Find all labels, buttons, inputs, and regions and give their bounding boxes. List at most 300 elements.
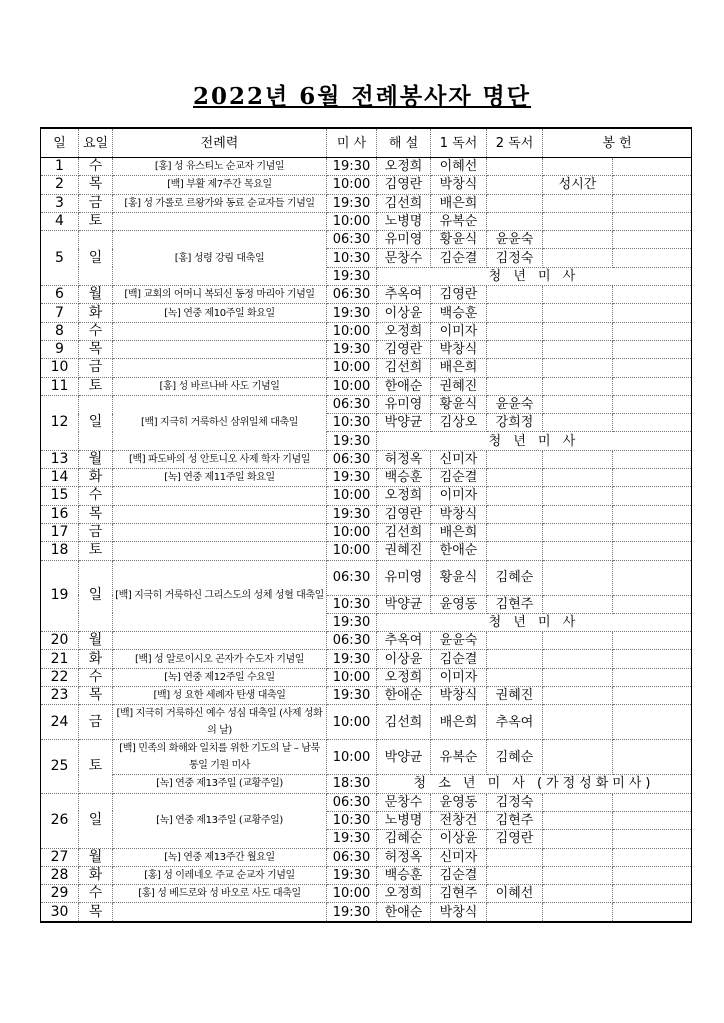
table-row	[41, 377, 692, 395]
offertory-cell	[543, 542, 613, 560]
offertory-cell	[543, 304, 613, 322]
reading-2-cell	[487, 212, 543, 230]
offertory-cell-2	[613, 595, 692, 613]
special-mass-cell: 청 소 년 미 사 (가정성화미사)	[377, 775, 692, 793]
weekday-cell: 수	[79, 668, 113, 686]
offertory-cell	[543, 523, 613, 541]
offertory-cell-2	[613, 194, 692, 212]
day-cell: 2	[41, 176, 79, 194]
offertory-cell	[543, 903, 613, 922]
day-cell: 30	[41, 903, 79, 922]
commentator-cell: 허정옥	[377, 450, 431, 468]
table-row	[41, 705, 692, 740]
weekday-cell: 일	[79, 395, 113, 450]
day-cell: 4	[41, 212, 79, 230]
table-row	[41, 505, 692, 523]
reading-2-cell	[487, 903, 543, 922]
offertory-cell-2	[613, 340, 692, 358]
mass-time-cell: 19:30	[327, 613, 377, 631]
liturgical-day-cell: [녹] 연중 제13주간 월요일	[113, 848, 327, 866]
offertory-cell-2	[613, 866, 692, 884]
liturgical-day-cell	[113, 505, 327, 523]
reading-1-cell: 백승훈	[431, 304, 487, 322]
reading-2-cell	[487, 340, 543, 358]
day-cell: 1	[41, 158, 79, 176]
mass-time-cell: 10:00	[327, 212, 377, 230]
liturgical-day-cell	[113, 523, 327, 541]
weekday-cell: 월	[79, 286, 113, 304]
day-cell: 5	[41, 231, 79, 286]
reading-1-cell: 배은희	[431, 705, 487, 740]
reading-2-cell: 추옥여	[487, 705, 543, 740]
offertory-cell	[543, 632, 613, 650]
mass-time-cell: 19:30	[327, 687, 377, 705]
header-weekday: 요일	[79, 128, 113, 158]
mass-time-cell: 19:30	[327, 650, 377, 668]
offertory-cell	[543, 286, 613, 304]
commentator-cell: 권혜진	[377, 542, 431, 560]
reading-1-cell: 박창식	[431, 505, 487, 523]
header-mass-time: 미 사	[327, 128, 377, 158]
header-reading-2: 2 독서	[487, 128, 543, 158]
liturgical-day-cell: [홍] 성 베드로와 성 바오로 사도 대축일	[113, 885, 327, 903]
mass-time-cell: 19:30	[327, 340, 377, 358]
header-offertory: 봉 헌	[543, 128, 692, 158]
mass-time-cell: 19:30	[327, 158, 377, 176]
offertory-cell-2	[613, 705, 692, 740]
reading-1-cell: 박창식	[431, 176, 487, 194]
reading-1-cell: 윤영동	[431, 595, 487, 613]
commentator-cell: 오정희	[377, 487, 431, 505]
mass-time-cell: 06:30	[327, 560, 377, 595]
offertory-cell	[543, 595, 613, 613]
weekday-cell: 일	[79, 231, 113, 286]
reading-1-cell: 박창식	[431, 687, 487, 705]
weekday-cell: 토	[79, 542, 113, 560]
header-day: 일	[41, 128, 79, 158]
reading-2-cell: 강희정	[487, 414, 543, 432]
mass-time-cell: 06:30	[327, 793, 377, 811]
weekday-cell: 토	[79, 740, 113, 793]
offertory-cell	[543, 487, 613, 505]
reading-1-cell: 배은희	[431, 523, 487, 541]
weekday-cell: 목	[79, 176, 113, 194]
offertory-cell	[543, 668, 613, 686]
offertory-cell-2	[613, 830, 692, 848]
mass-time-cell: 10:00	[327, 377, 377, 395]
commentator-cell: 추옥여	[377, 632, 431, 650]
reading-2-cell: 윤윤숙	[487, 395, 543, 413]
mass-time-cell: 10:30	[327, 595, 377, 613]
liturgical-day-cell	[113, 903, 327, 922]
offertory-cell	[543, 377, 613, 395]
offertory-cell-2	[613, 903, 692, 922]
offertory-cell-2	[613, 286, 692, 304]
liturgical-day-cell: [녹] 연중 제13주일 (교황주일)	[113, 775, 327, 793]
offertory-cell-2	[613, 523, 692, 541]
reading-1-cell: 배은희	[431, 194, 487, 212]
table-row	[41, 359, 692, 377]
special-mass-cell: 청 년 미 사	[377, 432, 692, 450]
liturgical-day-cell: [백] 성 요한 세례자 탄생 대축일	[113, 687, 327, 705]
weekday-cell: 토	[79, 212, 113, 230]
day-cell: 7	[41, 304, 79, 322]
reading-2-cell	[487, 194, 543, 212]
table-row	[41, 158, 692, 176]
commentator-cell: 이상윤	[377, 304, 431, 322]
offertory-cell-2	[613, 650, 692, 668]
reading-1-cell: 신미자	[431, 450, 487, 468]
weekday-cell: 수	[79, 158, 113, 176]
table-row	[41, 632, 692, 650]
reading-1-cell: 김순결	[431, 650, 487, 668]
offertory-cell	[543, 885, 613, 903]
mass-time-cell: 06:30	[327, 632, 377, 650]
mass-time-cell: 10:00	[327, 668, 377, 686]
mass-time-cell: 10:00	[327, 523, 377, 541]
day-cell: 9	[41, 340, 79, 358]
reading-2-cell: 권혜진	[487, 687, 543, 705]
reading-2-cell	[487, 469, 543, 487]
reading-1-cell: 유복순	[431, 212, 487, 230]
liturgical-day-cell: [홍] 성 가롤로 르왕가와 동료 순교자들 기념일	[113, 194, 327, 212]
commentator-cell: 김영란	[377, 505, 431, 523]
day-cell: 14	[41, 469, 79, 487]
mass-time-cell: 06:30	[327, 286, 377, 304]
reading-2-cell: 김현주	[487, 811, 543, 829]
table-row	[41, 903, 692, 922]
offertory-cell	[543, 450, 613, 468]
reading-2-cell	[487, 377, 543, 395]
reading-2-cell: 김혜순	[487, 560, 543, 595]
table-row	[41, 740, 692, 775]
reading-2-cell	[487, 668, 543, 686]
header-row	[41, 128, 692, 158]
liturgical-day-cell: [홍] 성령 강림 대축일	[113, 231, 327, 286]
liturgical-day-cell: [녹] 연중 제11주일 화요일	[113, 469, 327, 487]
day-cell: 8	[41, 322, 79, 340]
table-row	[41, 668, 692, 686]
commentator-cell: 한애순	[377, 377, 431, 395]
table-row	[41, 322, 692, 340]
reading-1-cell: 이혜선	[431, 158, 487, 176]
offertory-cell-2	[613, 450, 692, 468]
commentator-cell: 김선희	[377, 523, 431, 541]
day-cell: 19	[41, 560, 79, 632]
reading-2-cell: 김혜순	[487, 740, 543, 775]
offertory-cell-2	[613, 158, 692, 176]
commentator-cell: 김영란	[377, 176, 431, 194]
weekday-cell: 일	[79, 793, 113, 848]
mass-time-cell: 06:30	[327, 848, 377, 866]
offertory-cell	[543, 194, 613, 212]
day-cell: 25	[41, 740, 79, 793]
offertory-cell-2	[613, 848, 692, 866]
offertory-cell-2	[613, 304, 692, 322]
liturgical-day-cell: [홍] 성 이레네오 주교 순교자 기념일	[113, 866, 327, 884]
weekday-cell: 월	[79, 848, 113, 866]
mass-time-cell: 10:00	[327, 322, 377, 340]
commentator-cell: 김선희	[377, 705, 431, 740]
liturgical-day-cell: [백] 성 알로이시오 곤자가 수도자 기념일	[113, 650, 327, 668]
day-cell: 20	[41, 632, 79, 650]
liturgical-day-cell: [백] 교회의 어머니 복되신 동정 마리아 기념일	[113, 286, 327, 304]
commentator-cell: 노병명	[377, 212, 431, 230]
day-cell: 28	[41, 866, 79, 884]
day-cell: 18	[41, 542, 79, 560]
reading-2-cell	[487, 450, 543, 468]
table-row	[41, 450, 692, 468]
commentator-cell: 허정옥	[377, 848, 431, 866]
table-row	[41, 286, 692, 304]
header-commentator: 해 설	[377, 128, 431, 158]
special-mass-cell: 청 년 미 사	[377, 267, 692, 285]
table-row	[41, 650, 692, 668]
offertory-cell-2	[613, 632, 692, 650]
offertory-cell-2	[613, 560, 692, 595]
mass-time-cell: 10:00	[327, 487, 377, 505]
mass-time-cell: 18:30	[327, 775, 377, 793]
day-cell: 17	[41, 523, 79, 541]
commentator-cell: 백승훈	[377, 469, 431, 487]
reading-2-cell	[487, 650, 543, 668]
reading-1-cell: 이미자	[431, 668, 487, 686]
day-cell: 3	[41, 194, 79, 212]
reading-1-cell: 황윤식	[431, 231, 487, 249]
reading-1-cell: 김순결	[431, 866, 487, 884]
liturgical-day-cell: [백] 부활 제7주간 목요일	[113, 176, 327, 194]
mass-time-cell: 10:00	[327, 740, 377, 775]
reading-1-cell: 박창식	[431, 903, 487, 922]
offertory-cell	[543, 212, 613, 230]
reading-2-cell: 김정숙	[487, 793, 543, 811]
offertory-cell-2	[613, 668, 692, 686]
reading-2-cell	[487, 848, 543, 866]
commentator-cell: 박양균	[377, 740, 431, 775]
liturgical-day-cell	[113, 340, 327, 358]
weekday-cell: 수	[79, 487, 113, 505]
mass-time-cell: 10:00	[327, 885, 377, 903]
mass-time-cell: 06:30	[327, 231, 377, 249]
day-cell: 24	[41, 705, 79, 740]
mass-time-cell: 10:30	[327, 414, 377, 432]
weekday-cell: 화	[79, 866, 113, 884]
mass-time-cell: 19:30	[327, 505, 377, 523]
commentator-cell: 유미영	[377, 231, 431, 249]
reading-2-cell	[487, 542, 543, 560]
commentator-cell: 김선희	[377, 194, 431, 212]
weekday-cell: 목	[79, 903, 113, 922]
weekday-cell: 일	[79, 560, 113, 632]
offertory-cell-2	[613, 359, 692, 377]
mass-time-cell: 19:30	[327, 267, 377, 285]
offertory-cell	[543, 705, 613, 740]
table-row	[41, 542, 692, 560]
reading-2-cell: 김영란	[487, 830, 543, 848]
reading-1-cell: 김현주	[431, 885, 487, 903]
offertory-cell	[543, 793, 613, 811]
mass-time-cell: 19:30	[327, 432, 377, 450]
offertory-cell	[543, 505, 613, 523]
weekday-cell: 수	[79, 885, 113, 903]
header-liturgical-calendar: 전례력	[113, 128, 327, 158]
mass-time-cell: 10:30	[327, 811, 377, 829]
reading-1-cell: 황윤식	[431, 560, 487, 595]
liturgical-day-cell: [백] 파도바의 성 안토니오 사제 학자 기념일	[113, 450, 327, 468]
weekday-cell: 월	[79, 450, 113, 468]
table-row	[41, 687, 692, 705]
liturgical-day-cell: [홍] 성 바르나바 사도 기념일	[113, 377, 327, 395]
liturgical-day-cell: [백] 민족의 화해와 일치를 위한 기도의 날 – 남북통일 기원 미사	[113, 740, 327, 775]
reading-2-cell	[487, 304, 543, 322]
commentator-cell: 유미영	[377, 395, 431, 413]
day-cell: 12	[41, 395, 79, 450]
commentator-cell: 오정희	[377, 158, 431, 176]
reading-1-cell: 윤영동	[431, 793, 487, 811]
reading-1-cell: 이상윤	[431, 830, 487, 848]
table-row	[41, 212, 692, 230]
table-row	[41, 395, 692, 413]
day-cell: 23	[41, 687, 79, 705]
commentator-cell: 김혜순	[377, 830, 431, 848]
day-cell: 22	[41, 668, 79, 686]
liturgical-day-cell	[113, 542, 327, 560]
liturgical-day-cell: [홍] 성 유스티노 순교자 기념일	[113, 158, 327, 176]
offertory-cell	[543, 340, 613, 358]
table-row	[41, 176, 692, 194]
reading-1-cell: 신미자	[431, 848, 487, 866]
offertory-cell	[543, 811, 613, 829]
day-cell: 29	[41, 885, 79, 903]
offertory-cell	[543, 414, 613, 432]
table-row	[41, 340, 692, 358]
table-row	[41, 304, 692, 322]
liturgical-day-cell: [녹] 연중 제13주일 (교황주일)	[113, 793, 327, 848]
commentator-cell: 오정희	[377, 322, 431, 340]
reading-1-cell: 한애순	[431, 542, 487, 560]
liturgical-day-cell: [백] 지극히 거룩하신 삼위일체 대축일	[113, 395, 327, 450]
commentator-cell: 박양균	[377, 595, 431, 613]
mass-time-cell: 10:00	[327, 542, 377, 560]
weekday-cell: 목	[79, 340, 113, 358]
offertory-cell-2	[613, 885, 692, 903]
mass-time-cell: 19:30	[327, 469, 377, 487]
offertory-cell-2	[613, 231, 692, 249]
weekday-cell: 토	[79, 377, 113, 395]
liturgical-day-cell: [백] 지극히 거룩하신 예수 성심 대축일 (사제 성화의 날)	[113, 705, 327, 740]
offertory-cell	[543, 866, 613, 884]
reading-2-cell: 김정숙	[487, 249, 543, 267]
table-row	[41, 560, 692, 595]
offertory-cell-2	[613, 811, 692, 829]
liturgical-day-cell	[113, 632, 327, 650]
reading-1-cell: 김상오	[431, 414, 487, 432]
offertory-cell	[543, 158, 613, 176]
mass-time-cell: 19:30	[327, 866, 377, 884]
header-reading-1: 1 독서	[431, 128, 487, 158]
commentator-cell: 유미영	[377, 560, 431, 595]
day-cell: 13	[41, 450, 79, 468]
reading-1-cell: 권혜진	[431, 377, 487, 395]
reading-2-cell	[487, 632, 543, 650]
reading-1-cell: 김순결	[431, 249, 487, 267]
table-row	[41, 194, 692, 212]
offertory-cell-2	[613, 322, 692, 340]
mass-time-cell: 19:30	[327, 830, 377, 848]
reading-1-cell: 유복순	[431, 740, 487, 775]
day-cell: 26	[41, 793, 79, 848]
reading-1-cell: 이미자	[431, 487, 487, 505]
offertory-cell-2	[613, 414, 692, 432]
offertory-cell	[543, 469, 613, 487]
reading-1-cell: 전창건	[431, 811, 487, 829]
mass-time-cell: 10:00	[327, 705, 377, 740]
day-cell: 11	[41, 377, 79, 395]
table-row	[41, 866, 692, 884]
reading-1-cell: 김영란	[431, 286, 487, 304]
mass-time-cell: 19:30	[327, 304, 377, 322]
reading-1-cell: 황윤식	[431, 395, 487, 413]
mass-time-cell: 06:30	[327, 395, 377, 413]
weekday-cell: 화	[79, 469, 113, 487]
mass-time-cell: 19:30	[327, 903, 377, 922]
offertory-cell	[543, 560, 613, 595]
page-title: 2022년 6월 전례봉사자 명단	[192, 83, 531, 110]
liturgical-day-cell	[113, 359, 327, 377]
table-row	[41, 523, 692, 541]
reading-1-cell: 배은희	[431, 359, 487, 377]
reading-2-cell	[487, 322, 543, 340]
table-row	[41, 469, 692, 487]
liturgical-day-cell: [백] 지극히 거룩하신 그리스도의 성체 성혈 대축일	[113, 560, 327, 632]
offertory-cell	[543, 740, 613, 775]
mass-time-cell: 10:00	[327, 359, 377, 377]
offertory-cell	[543, 322, 613, 340]
commentator-cell: 오정희	[377, 885, 431, 903]
table-row	[41, 775, 692, 793]
mass-time-cell: 10:00	[327, 176, 377, 194]
reading-1-cell: 윤윤숙	[431, 632, 487, 650]
liturgical-day-cell	[113, 212, 327, 230]
weekday-cell: 화	[79, 304, 113, 322]
mass-time-cell: 10:30	[327, 249, 377, 267]
special-mass-cell: 청 년 미 사	[377, 613, 692, 631]
offertory-cell: 성시간	[543, 176, 613, 194]
commentator-cell: 문창수	[377, 793, 431, 811]
offertory-cell-2	[613, 740, 692, 775]
weekday-cell: 금	[79, 705, 113, 740]
reading-2-cell	[487, 176, 543, 194]
offertory-cell-2	[613, 487, 692, 505]
commentator-cell: 김선희	[377, 359, 431, 377]
offertory-cell-2	[613, 212, 692, 230]
offertory-cell	[543, 395, 613, 413]
liturgical-day-cell: [녹] 연중 제10주일 화요일	[113, 304, 327, 322]
table-row	[41, 231, 692, 249]
liturgical-day-cell: [녹] 연중 제12주일 수요일	[113, 668, 327, 686]
offertory-cell	[543, 687, 613, 705]
reading-1-cell: 박창식	[431, 340, 487, 358]
day-cell: 6	[41, 286, 79, 304]
offertory-cell	[543, 848, 613, 866]
reading-2-cell	[487, 487, 543, 505]
commentator-cell: 오정희	[377, 668, 431, 686]
weekday-cell: 목	[79, 687, 113, 705]
offertory-cell	[543, 830, 613, 848]
reading-2-cell: 김현주	[487, 595, 543, 613]
offertory-cell-2	[613, 395, 692, 413]
commentator-cell: 추옥여	[377, 286, 431, 304]
